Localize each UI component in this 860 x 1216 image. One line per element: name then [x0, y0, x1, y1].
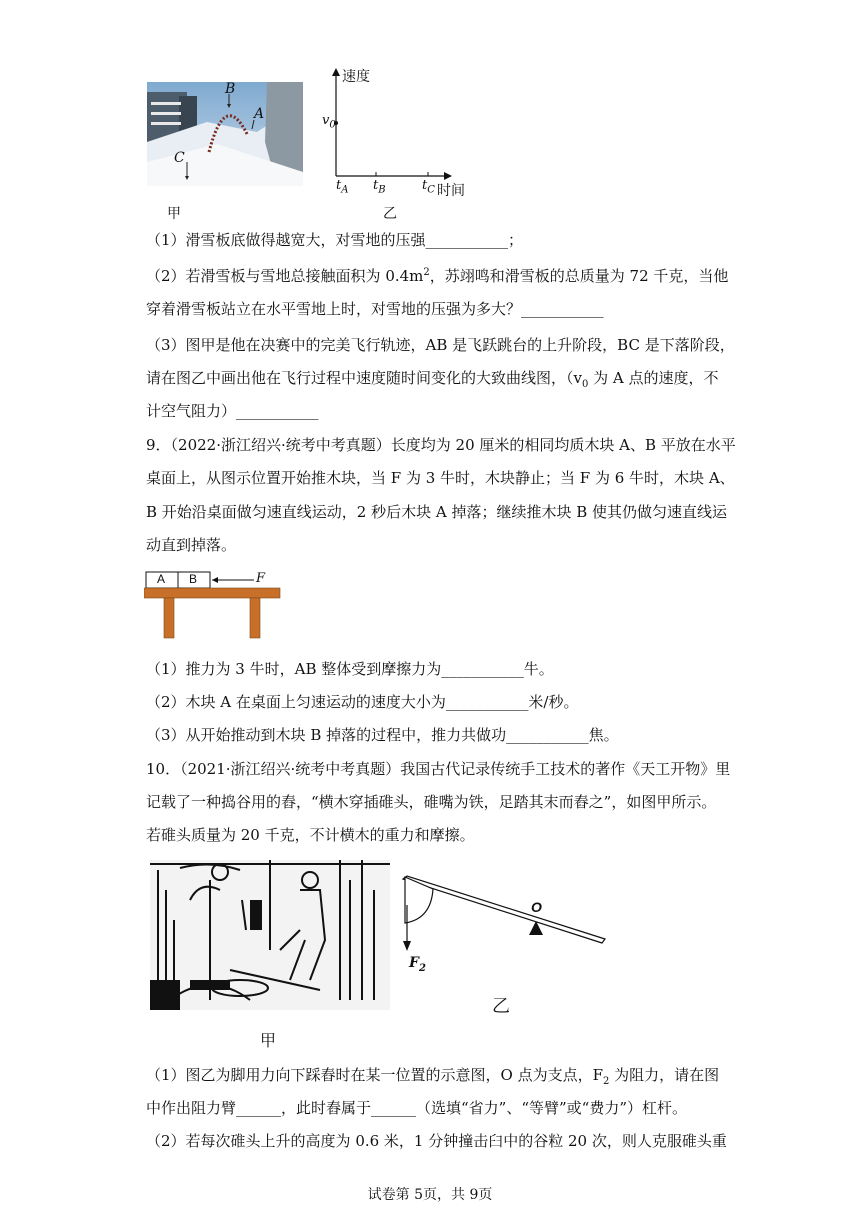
q10-part-2-line-1: （2）若每次碓头上升的高度为 0.6 米，1 分钟撞击臼中的谷粒 20 次，则人克服碓头重 [146, 1132, 727, 1150]
q8-part-3-line-2: 请在图乙中画出他在飞行过程中速度随时间变化的大致曲线图，（$v_0$ 为 A 点的速度，不 [146, 369, 719, 390]
woodcut-drawing [150, 860, 390, 1010]
graph-ta-label: $t_A$ [336, 178, 349, 196]
velocity-time-graph [318, 66, 468, 198]
q9-stem-line-2: 桌面上，从图示位置开始推木块，当 F 为 3 牛时，木块静止；当 F 为 6 牛时，木块 A、 [146, 469, 735, 487]
graph-xlabel: 时间 [437, 183, 465, 199]
q9-part-2: （2）木块 A 在桌面上匀速运动的速度大小为___________米/秒。 [146, 693, 579, 711]
q9-stem-line-1: 9．（2022·浙江绍兴·统考中考真题）长度均为 20 厘米的相同均质木块 A、B 平放在水平 [146, 436, 736, 454]
graph-ylabel: 速度 [342, 69, 370, 85]
force-f2-label: $F_2$ [409, 955, 426, 974]
q8-part-1: （1）滑雪板底做得越宽大，对雪地的压强___________； [146, 231, 524, 249]
q10-part-1-line-2: 中作出阻力臂______，此时舂属于______（选填“省力”、“等臂”或“费力”）杠杆。 [146, 1099, 688, 1117]
q8-part-2-line-2: 穿着滑雪板站立在水平雪地上时，对雪地的压强为多大？___________ [146, 300, 604, 318]
force-f-label: F [256, 571, 266, 586]
caption-yi-bottom: 乙 [492, 996, 510, 1017]
photo-label-b: B [225, 82, 236, 97]
ski-jump-photo [147, 82, 303, 186]
woodcut-illustration [150, 860, 390, 1010]
graph-v0-label: $v_0$ [322, 113, 336, 131]
q10-stem-line-1: 10．（2021·浙江绍兴·统考中考真题）我国古代记录传统手工技术的著作《天工开物》里 [146, 760, 731, 778]
graph-tb-label: $t_B$ [373, 178, 386, 196]
blocks-on-table-figure [144, 570, 284, 640]
q8-part-3-line-3: 计空气阻力）___________ [146, 402, 319, 420]
q10-stem-line-3: 若碓头质量为 20 千克，不计横木的重力和摩擦。 [146, 826, 475, 844]
q9-stem-line-4: 动直到掉落。 [146, 536, 237, 554]
caption-jia-bottom: 甲 [260, 1031, 277, 1050]
graph-tc-label: $t_C$ [422, 178, 435, 196]
photo-label-a: A [254, 106, 265, 122]
q8-part-3-line-1: （3）图甲是他在决赛中的完美飞行轨迹，AB 是飞跃跳台的上升阶段，BC 是下落阶段， [146, 336, 735, 354]
ski-jump-photo-drawing [147, 82, 303, 186]
block-b-label: B [189, 572, 198, 586]
q9-part-1: （1）推力为 3 牛时，AB 整体受到摩擦力为___________牛。 [146, 660, 554, 678]
caption-jia-top: 甲 [167, 206, 181, 222]
q9-part-3: （3）从开始推动到木块 B 掉落的过程中，推力共做功___________焦。 [146, 726, 619, 744]
q8-part-2-line-1: （2）若滑雪板与雪地总接触面积为 $0.4m^2$，苏翊鸣和滑雪板的总质量为 72 千克，当他 [146, 267, 729, 285]
block-a-label: A [157, 572, 166, 586]
caption-yi-top: 乙 [383, 206, 397, 222]
lever-drawing [395, 875, 610, 995]
lever-diagram [395, 875, 610, 995]
pivot-o-label: O [531, 899, 542, 915]
page-footer: 试卷第 5页，共 9页 [367, 1187, 493, 1203]
q10-part-1-line-1: （1）图乙为脚用力向下踩舂时在某一位置的示意图，O 点为支点，$F_2$ 为阻力，请在图 [146, 1066, 720, 1087]
q10-stem-line-2: 记载了一种捣谷用的舂，“横木穿插碓头，碓嘴为铁，足踏其末而舂之”，如图甲所示。 [146, 793, 717, 811]
q9-stem-line-3: B 开始沿桌面做匀速直线运动，2 秒后木块 A 掉落；继续推木块 B 使其仍做匀速直线运 [146, 503, 728, 521]
photo-label-c: C [174, 150, 185, 166]
